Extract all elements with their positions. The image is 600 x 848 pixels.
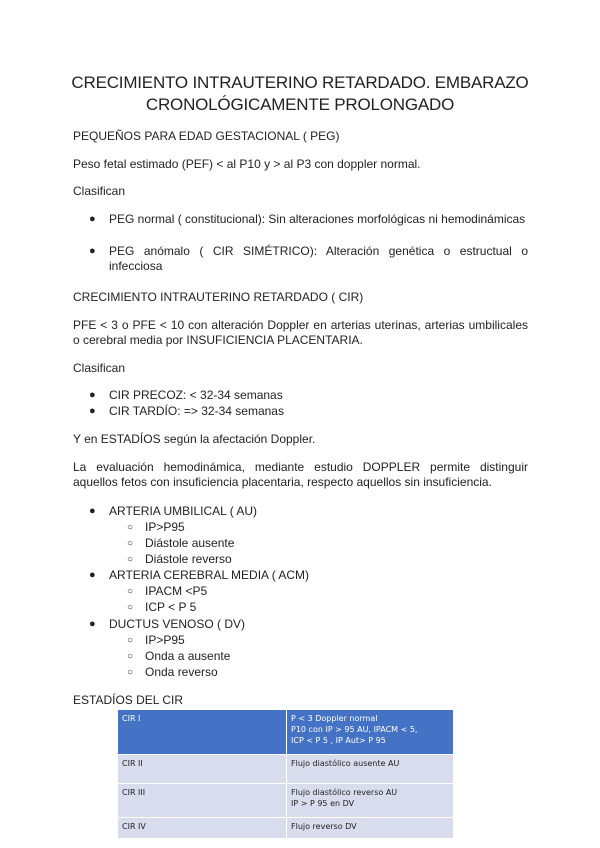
bullet-icon: ● [89,405,96,417]
title-line-1: CRECIMIENTO INTRAUTERINO RETARDADO. EMBARAZO [71,73,529,92]
bullet-icon: ● [89,213,96,225]
stage-cell: CIR I [118,710,287,755]
title-line-2: CRONOLÓGICAMENTE PROLONGADO [145,95,455,114]
bullet-icon: ● [89,389,96,401]
doppler-item-au-label: ARTERIA UMBILICAL ( AU) [109,504,258,518]
sub-item-text: IP>P95 [145,520,185,534]
description-cell [287,784,454,818]
bullet-icon: ● [89,618,96,630]
table-row [118,818,454,839]
hollow-bullet-icon: ○ [127,602,134,613]
cir-definition: PFE < 3 o PFE < 10 con alteración Doppler en arterias uterinas, arterias umbilicales o cerebral media por INSUFICIENCIA PLACENTARIA. [73,318,528,347]
estadios-table [117,709,454,839]
bullet-icon: ● [89,569,96,581]
estadios-heading: ESTADÍOS DEL CIR [73,693,184,707]
table-row [118,784,454,818]
sub-item-text: Onda reverso [145,665,218,679]
sub-item-text: ICP < P 5 [145,600,197,614]
description-line: Flujo reverso DV [291,822,357,831]
cir-bullet-2-text: CIR TARDÍO: => 32-34 semanas [109,404,284,418]
description-line: P < 3 Doppler normal [291,714,378,723]
doppler-item-acm-label: ARTERIA CEREBRAL MEDIA ( ACM) [109,568,310,582]
document-title [60,72,540,116]
cir-heading: CRECIMIENTO INTRAUTERINO RETARDADO ( CIR) [73,290,364,304]
peg-bullet-1-text: PEG normal ( constitucional): Sin alteraciones morfológicas ni hemodinámicas [109,212,526,226]
hollow-bullet-icon: ○ [127,586,134,597]
description-line: P10 con IP > 95 AU, IPACM < 5, [291,725,418,734]
table-row [118,710,454,755]
description-line: Flujo diastólico ausente AU [291,759,400,768]
hollow-bullet-icon: ○ [127,554,134,565]
peg-bullet-2-text: PEG anómalo ( CIR SIMÉTRICO): Alteración genética o estructual o infecciosa [109,244,528,273]
description-cell [287,818,454,839]
description-cell [287,755,454,784]
stage-cell: CIR II [118,755,287,784]
hollow-bullet-icon: ○ [127,667,134,678]
sub-item-text: Diástole ausente [145,536,235,550]
cir-clasifican: Clasifican [73,361,126,375]
sub-item-text: Diástole reverso [145,552,232,566]
hollow-bullet-icon: ○ [127,522,134,533]
stage-cell: CIR III [118,784,287,818]
bullet-icon: ● [89,505,96,517]
sub-item-text: IP>P95 [145,633,185,647]
peg-clasifican: Clasifican [73,184,126,198]
hollow-bullet-icon: ○ [127,635,134,646]
peg-definition: Peso fetal estimado (PEF) < al P10 y > al P3 con doppler normal. [73,157,421,171]
description-line: Flujo diastólico reverso AU [291,788,398,797]
cir-bullet-1-text: CIR PRECOZ: < 32-34 semanas [109,388,283,402]
peg-heading: PEQUEÑOS PARA EDAD GESTACIONAL ( PEG) [73,129,340,143]
table-row [118,755,454,784]
description-line: ICP < P 5 , IP Aut> P 95 [291,736,386,745]
estadios-intro: Y en ESTADÍOS según la afectación Doppler. [73,432,316,446]
description-cell [287,710,454,755]
hollow-bullet-icon: ○ [127,538,134,549]
doppler-item-dv-label: DUCTUS VENOSO ( DV) [109,617,246,631]
sub-item-text: IPACM <P5 [145,584,208,598]
hollow-bullet-icon: ○ [127,651,134,662]
sub-item-text: Onda a ausente [145,649,231,663]
evaluacion-paragraph: La evaluación hemodinámica, mediante estudio DOPPLER permite distinguir aquellos fetos con insuficiencia placentaria, respecto aquellos sin insuficiencia. [73,460,528,489]
stage-cell: CIR IV [118,818,287,839]
bullet-icon: ● [89,245,96,257]
description-line: IP > P 95 en DV [291,799,355,808]
